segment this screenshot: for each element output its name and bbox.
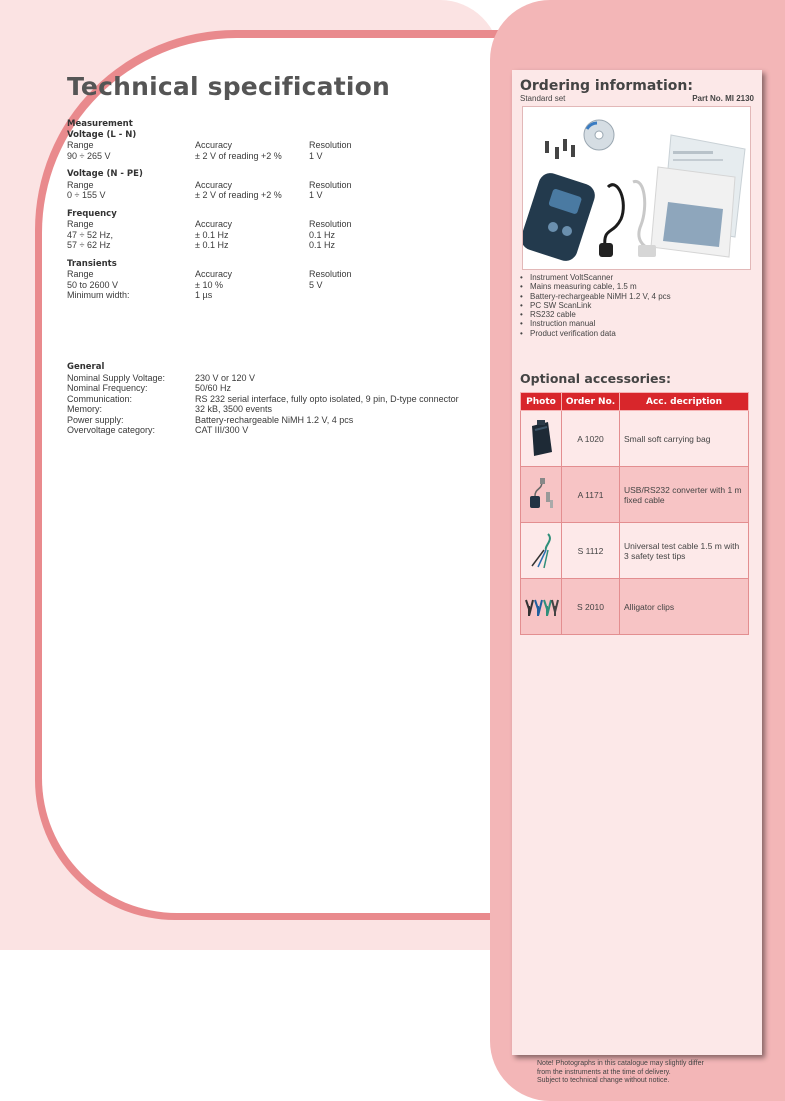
general-value: RS 232 serial interface, fully opto isolated, 9 pin, D-type connector bbox=[195, 393, 459, 404]
spec-cell: 1 V bbox=[309, 190, 323, 200]
list-item: • Mains measuring cable, 1.5 m bbox=[520, 282, 671, 291]
instrument-set-illustration bbox=[523, 107, 750, 269]
general-value: 50/60 Hz bbox=[195, 383, 232, 393]
spec-row bbox=[67, 230, 487, 241]
order-number: S 1112 bbox=[562, 523, 620, 579]
list-item: • Product verification data bbox=[520, 329, 671, 338]
note-line: Note! Photographs in this catalogue may slightly differ bbox=[537, 1060, 704, 1067]
group-heading: Voltage (L - N) bbox=[67, 129, 137, 140]
spec-cell: 57 ÷ 62 Hz bbox=[67, 240, 111, 250]
accessories-table bbox=[520, 392, 749, 635]
spec-cell: ± 0.1 Hz bbox=[195, 240, 229, 250]
accessories-title: Optional accessories: bbox=[520, 371, 671, 386]
general-label: Communication: bbox=[67, 393, 133, 404]
spec-group-transients bbox=[67, 259, 487, 301]
spec-cell: Range bbox=[67, 219, 94, 229]
general-section bbox=[67, 362, 497, 436]
spec-cell: Resolution bbox=[309, 179, 352, 190]
ordering-subtitle: Standard set bbox=[520, 94, 566, 103]
instrument-set-photo bbox=[522, 106, 751, 270]
accessory-description: Universal test cable 1.5 m with 3 safety test tips bbox=[620, 523, 749, 579]
general-value: 32 kB, 3500 events bbox=[195, 404, 273, 414]
spec-cell: 90 ÷ 265 V bbox=[67, 150, 111, 161]
group-heading: Frequency bbox=[67, 208, 117, 219]
list-item: • Instrument VoltScanner bbox=[520, 273, 671, 282]
table-row bbox=[521, 411, 749, 467]
standard-set-list bbox=[520, 273, 671, 338]
column-header-description: Acc. decription bbox=[620, 393, 749, 411]
general-row bbox=[67, 383, 497, 394]
list-item: • RS232 cable bbox=[520, 310, 671, 319]
group-heading: Measurement bbox=[67, 119, 133, 129]
spec-cell: 0.1 Hz bbox=[309, 229, 336, 240]
column-header-order-no: Order No. bbox=[562, 393, 620, 411]
order-number: S 2010 bbox=[562, 579, 620, 635]
spec-cell: 1 V bbox=[309, 150, 323, 161]
table-row bbox=[521, 523, 749, 579]
spec-row bbox=[67, 240, 487, 251]
alligator-clips-icon bbox=[523, 586, 559, 626]
column-header-photo: Photo bbox=[521, 393, 562, 411]
list-item: • Instruction manual bbox=[520, 319, 671, 328]
list-item: • Battery-rechargeable NiMH 1.2 V, 4 pcs bbox=[520, 292, 671, 301]
spec-cell: 5 V bbox=[309, 279, 323, 290]
spec-row bbox=[67, 140, 487, 151]
test-cable-photo bbox=[521, 523, 562, 579]
note-line: Subject to technical change without notice. bbox=[537, 1077, 670, 1084]
spec-cell: Resolution bbox=[309, 140, 352, 150]
spec-cell: ± 10 % bbox=[195, 279, 223, 290]
spec-section bbox=[67, 119, 487, 309]
spec-cell: ± 0.1 Hz bbox=[195, 229, 229, 240]
spec-group-voltage-npe bbox=[67, 169, 487, 201]
general-label: Nominal Supply Voltage: bbox=[67, 372, 166, 383]
spec-row bbox=[67, 219, 487, 230]
list-item: • PC SW ScanLink bbox=[520, 301, 671, 310]
general-value: CAT III/300 V bbox=[195, 425, 249, 435]
spec-cell: Accuracy bbox=[195, 219, 233, 229]
spec-group-frequency bbox=[67, 209, 487, 251]
spec-row bbox=[67, 280, 487, 291]
spec-cell: Range bbox=[67, 179, 94, 190]
general-label: Power supply: bbox=[67, 414, 124, 425]
spec-row bbox=[67, 151, 487, 162]
part-number: Part No. MI 2130 bbox=[692, 94, 754, 103]
spec-row bbox=[67, 290, 487, 301]
general-row bbox=[67, 394, 497, 405]
table-header-row bbox=[521, 393, 749, 411]
general-row bbox=[67, 373, 497, 384]
spec-row bbox=[67, 180, 487, 191]
accessory-description: USB/RS232 converter with 1 m fixed cable bbox=[620, 467, 749, 523]
general-label: Nominal Frequency: bbox=[67, 383, 148, 393]
general-label: Memory: bbox=[67, 404, 103, 414]
spec-cell: Range bbox=[67, 140, 94, 150]
carrying-bag-photo bbox=[521, 411, 562, 467]
spec-cell: 0.1 Hz bbox=[309, 240, 336, 250]
accessory-description: Small soft carrying bag bbox=[620, 411, 749, 467]
spec-cell: Minimum width: bbox=[67, 290, 130, 300]
spec-cell bbox=[309, 290, 409, 301]
spec-cell: ± 2 V of reading +2 % bbox=[195, 190, 282, 200]
order-number: A 1171 bbox=[562, 467, 620, 523]
test-cable-icon bbox=[526, 530, 556, 570]
spec-row bbox=[67, 190, 487, 201]
order-number: A 1020 bbox=[562, 411, 620, 467]
alligator-clips-photo bbox=[521, 579, 562, 635]
spec-row bbox=[67, 269, 487, 280]
spec-cell: Resolution bbox=[309, 269, 352, 279]
spec-group-voltage-ln bbox=[67, 119, 487, 161]
spec-cell: Accuracy bbox=[195, 269, 233, 279]
general-value: Battery-rechargeable NiMH 1.2 V, 4 pcs bbox=[195, 414, 354, 425]
usb-converter-icon bbox=[526, 474, 556, 514]
spec-cell: 0 ÷ 155 V bbox=[67, 190, 106, 200]
spec-cell: Resolution bbox=[309, 219, 352, 229]
note-line: from the instruments at the time of delivery. bbox=[537, 1068, 671, 1076]
general-label: Overvoltage category: bbox=[67, 425, 156, 435]
carrying-bag-icon bbox=[526, 418, 556, 458]
general-row bbox=[67, 425, 497, 436]
spec-cell: Accuracy bbox=[195, 179, 233, 190]
general-heading: General bbox=[67, 362, 105, 372]
general-row bbox=[67, 404, 497, 415]
table-row bbox=[521, 467, 749, 523]
table-row bbox=[521, 579, 749, 635]
general-value: 230 V or 120 V bbox=[195, 372, 256, 383]
spec-cell: ± 2 V of reading +2 % bbox=[195, 150, 282, 161]
page-title: Technical specification bbox=[67, 72, 390, 101]
general-row bbox=[67, 415, 497, 426]
spec-cell: 50 to 2600 V bbox=[67, 279, 119, 290]
group-heading: Transients bbox=[67, 258, 117, 269]
group-heading: Voltage (N - PE) bbox=[67, 169, 143, 179]
spec-cell: Range bbox=[67, 269, 94, 279]
spec-cell: Accuracy bbox=[195, 140, 233, 150]
ordering-title: Ordering information: bbox=[520, 78, 693, 94]
disclaimer-note bbox=[537, 1060, 777, 1086]
usb-converter-photo bbox=[521, 467, 562, 523]
spec-cell: 1 µs bbox=[195, 290, 213, 300]
spec-cell: 47 ÷ 52 Hz, bbox=[67, 229, 113, 240]
accessory-description: Alligator clips bbox=[620, 579, 749, 635]
